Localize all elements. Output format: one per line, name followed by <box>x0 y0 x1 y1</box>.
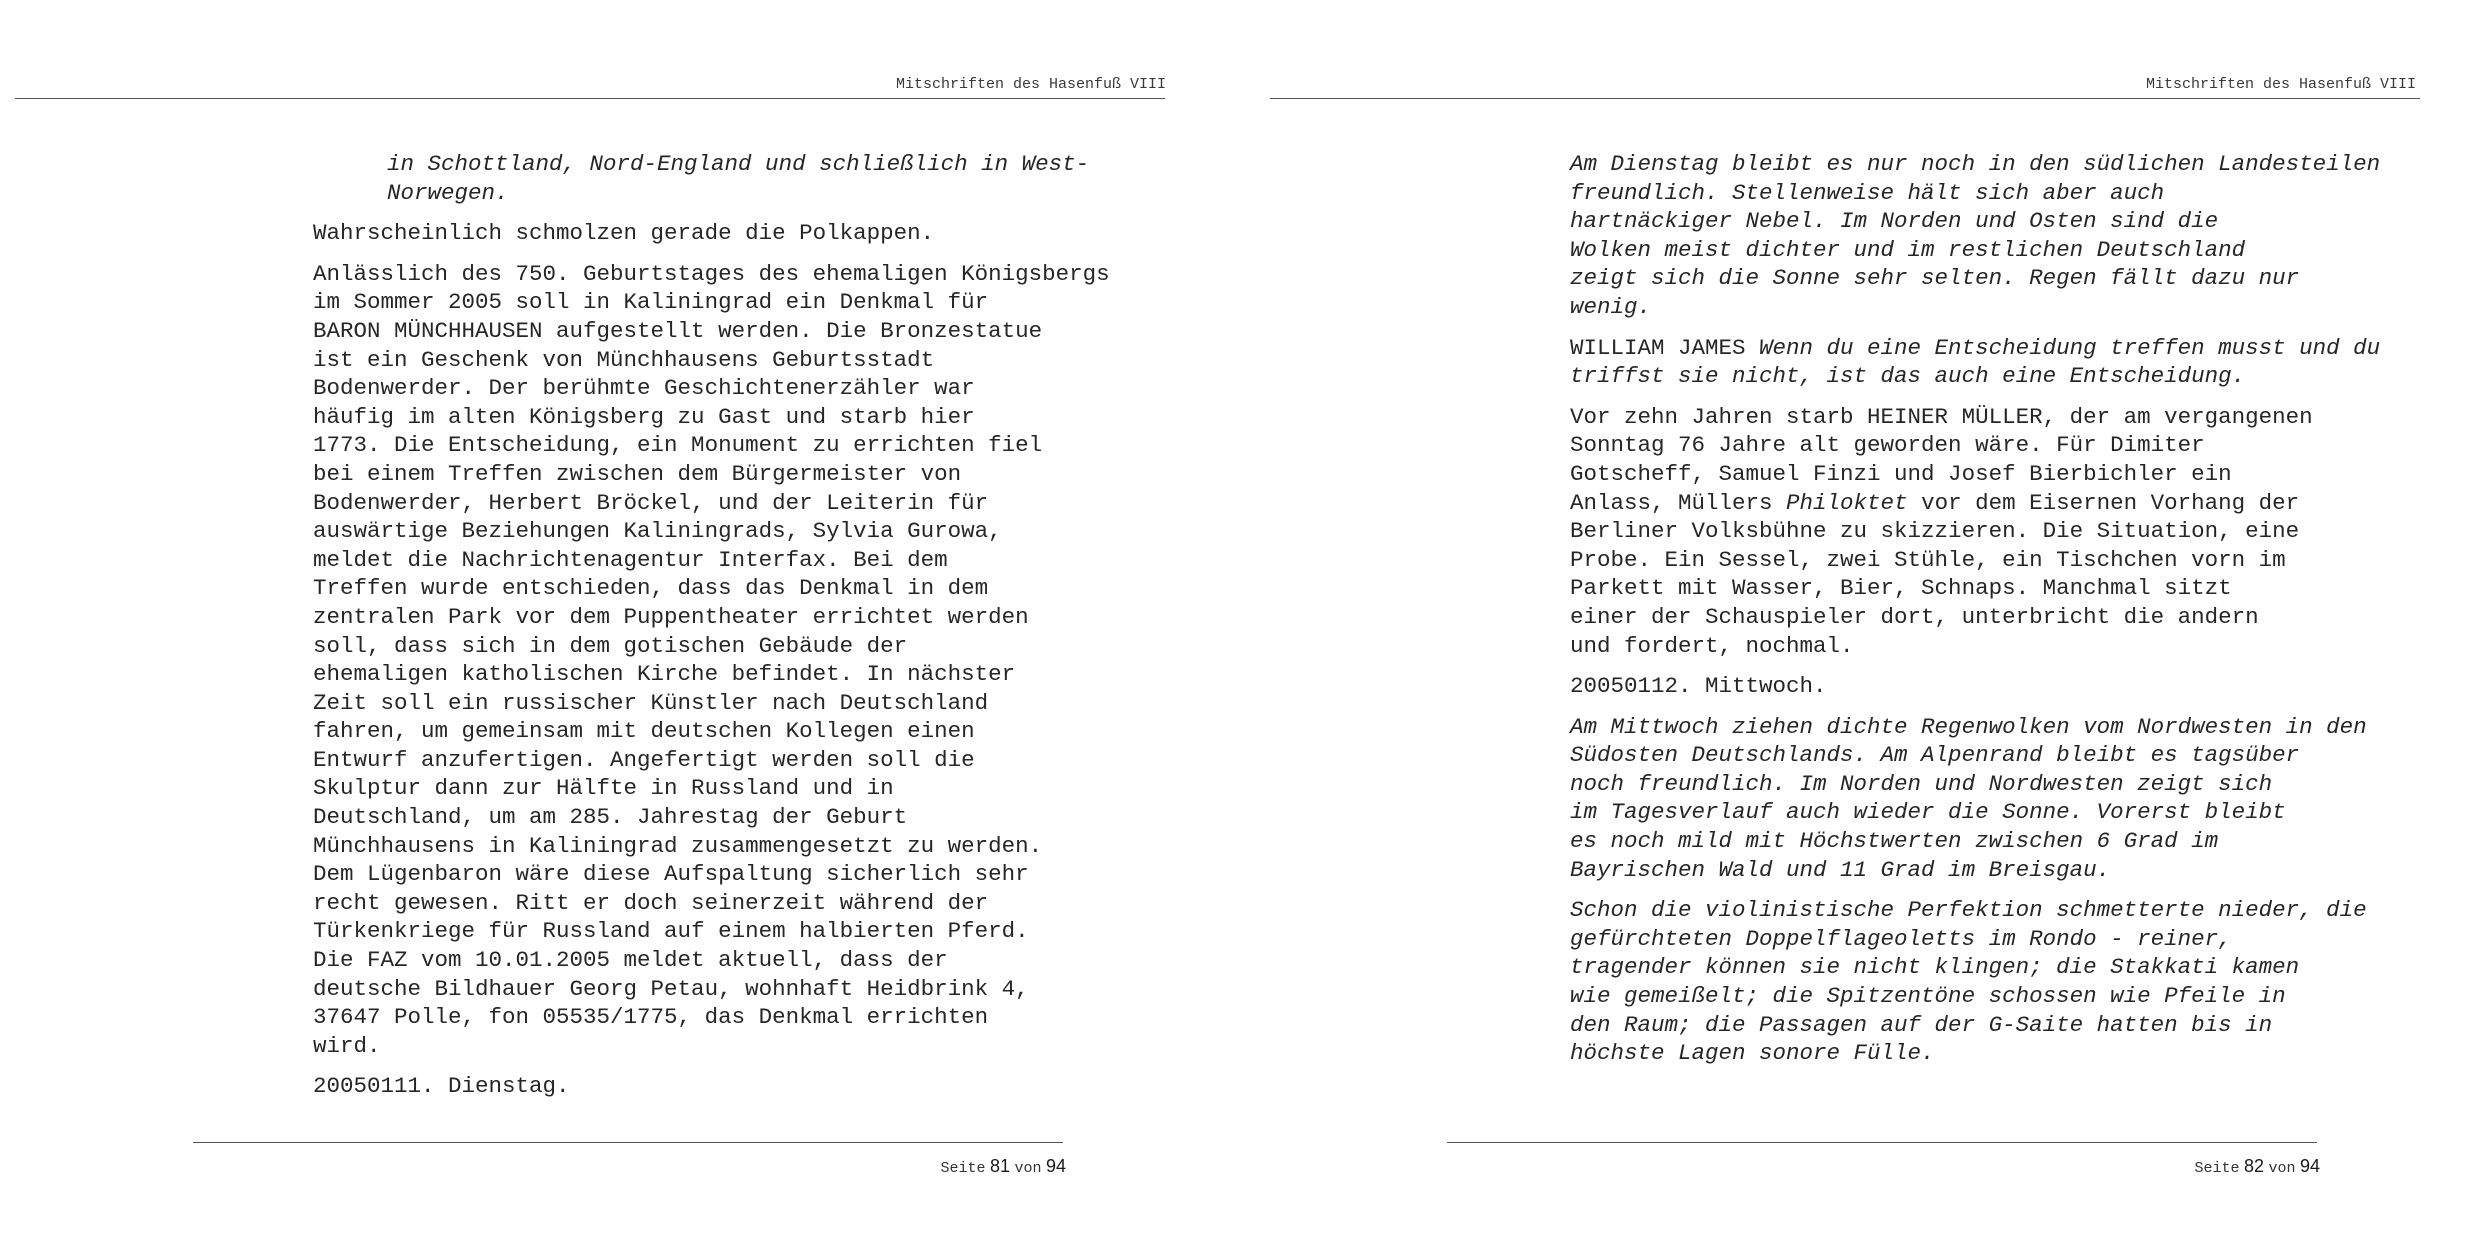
text-line: 1773. Die Entscheidung, ein Monument zu errichten fiel <box>313 432 1043 459</box>
paragraph <box>313 219 1113 248</box>
text-line: Deutschland, um am 285. Jahrestag der Geburt <box>313 804 908 831</box>
text-line: Zeit soll ein russischer Künstler nach Deutschland <box>313 689 989 716</box>
paragraph <box>313 260 1113 1061</box>
text-line: Schon die violinistische Perfektion schmetterte nieder, die <box>1570 897 2367 924</box>
text-line: ehemaligen katholischen Kirche befindet. In nächster <box>313 661 1016 688</box>
text-line: auswärtige Beziehungen Kaliningrads, Sylvia Gurowa, <box>313 518 1002 545</box>
footer-rule <box>193 1142 1063 1143</box>
text-line: Am Mittwoch ziehen dichte Regenwolken vom Nordwesten in den <box>1570 713 2367 740</box>
text-line: Probe. Ein Sessel, zwei Stühle, ein Tischchen vorn im <box>1570 546 2286 573</box>
quote-text: Wenn du eine Entscheidung treffen musst und du <box>1759 334 2381 361</box>
text-line: 37647 Polle, fon 05535/1775, das Denkmal errichten <box>313 1004 989 1031</box>
text-line: Anlass, Müllers Philoktet vor dem Eisernen Vorhang der <box>1570 489 2300 516</box>
paragraph <box>313 150 1113 207</box>
text-line: Norwegen. <box>387 179 509 206</box>
text-line: tragender können sie nicht klingen; die Stakkati kamen <box>1570 954 2300 981</box>
text-line: fahren, um gemeinsam mit deutschen Kollegen einen <box>313 718 975 745</box>
footer-page-number: 82 <box>2244 1156 2265 1176</box>
paragraph <box>1570 403 2370 660</box>
text-line: wird. <box>313 1032 381 1059</box>
text-line: Türkenkriege für Russland auf einem halbierten Pferd. <box>313 918 1029 945</box>
text-line: Anlässlich des 750. Geburtstages des ehemaligen Königsbergs <box>313 260 1110 287</box>
text-line: ist ein Geschenk von Münchhausens Geburtsstadt <box>313 346 935 373</box>
text-line: Südosten Deutschlands. Am Alpenrand bleibt es tagsüber <box>1570 742 2300 769</box>
header-rule <box>1270 98 2420 99</box>
text-line: wie gemeißelt; die Spitzentöne schossen wie Pfeile in <box>1570 983 2286 1010</box>
work-title: Philoktet <box>1786 489 1908 516</box>
paragraph <box>1570 150 2381 322</box>
text-line: Sonntag 76 Jahre alt geworden wäre. Für Dimiter <box>1570 432 2205 459</box>
text-line: Münchhausens in Kaliningrad zusammengesetzt zu werden. <box>313 832 1043 859</box>
text-line: hartnäckiger Nebel. Im Norden und Osten sind die <box>1570 208 2219 235</box>
text-line: BARON MÜNCHHAUSEN aufgestellt werden. Die Bronzestatue <box>313 317 1043 344</box>
page-number-footer <box>2195 1156 2320 1177</box>
text-line: gefürchteten Doppelflageoletts im Rondo - reiner, <box>1570 925 2232 952</box>
text-line: im Sommer 2005 soll in Kaliningrad ein Denkmal für <box>313 289 989 316</box>
running-header: Mitschriften des Hasenfuß VIII <box>895 76 1166 93</box>
footer-seite-label: Seite <box>940 1160 986 1177</box>
text-line: Wolken meist dichter und im restlichen Deutschland <box>1570 236 2246 263</box>
paragraph <box>1570 334 2381 391</box>
footer-total-pages: 94 <box>1045 1156 1066 1176</box>
text-line: Parkett mit Wasser, Bier, Schnaps. Manchmal sitzt <box>1570 575 2232 602</box>
text-line: häufig im alten Königsberg zu Gast und starb hier <box>313 403 975 430</box>
text-line: Am Dienstag bleibt es nur noch in den südlichen Landesteilen <box>1570 151 2381 177</box>
page-body <box>1570 150 2381 1080</box>
paragraph <box>313 1072 1113 1101</box>
text-line: recht gewesen. Ritt er doch seinerzeit während der <box>313 889 989 916</box>
footer-von-label: von <box>1014 1160 1042 1177</box>
footer-seite-label: Seite <box>2194 1160 2240 1177</box>
text-line: noch freundlich. Im Norden und Nordwesten zeigt sich <box>1570 770 2273 797</box>
text-line: Gotscheff, Samuel Finzi und Josef Bierbichler ein <box>1570 460 2232 487</box>
text-line: Bodenwerder, Herbert Bröckel, und der Leiterin für <box>313 489 989 516</box>
text-line: Bodenwerder. Der berühmte Geschichtenerzähler war <box>313 375 975 402</box>
left-page <box>0 0 1230 1240</box>
text-line: in Schottland, Nord-England und schließlich in West- <box>387 151 1090 177</box>
text-line: Dem Lügenbaron wäre diese Aufspaltung sicherlich sehr <box>313 861 1029 888</box>
text-line: einer der Schauspieler dort, unterbricht die andern <box>1570 603 2259 630</box>
right-page <box>1250 0 2480 1240</box>
footer-von-label: von <box>2268 1160 2296 1177</box>
footer-total-pages: 94 <box>2299 1156 2320 1176</box>
text-line: zeigt sich die Sonne sehr selten. Regen fällt dazu nur <box>1570 265 2300 292</box>
text-line: bei einem Treffen zwischen dem Bürgermeister von <box>313 460 962 487</box>
text-line: deutsche Bildhauer Georg Petau, wohnhaft Heidbrink 4, <box>313 975 1029 1002</box>
running-header: Mitschriften des Hasenfuß VIII <box>2145 76 2416 93</box>
lead-name: WILLIAM JAMES <box>1570 334 1760 361</box>
text-line: Die FAZ vom 10.01.2005 meldet aktuell, dass der <box>313 947 948 974</box>
page-body <box>313 150 1113 1113</box>
footer-rule <box>1447 1142 2317 1143</box>
text-line: 20050112. Mittwoch. <box>1570 673 1827 700</box>
header-rule <box>15 98 1165 99</box>
text-line: Bayrischen Wald und 11 Grad im Breisgau. <box>1570 856 2111 883</box>
text-line: es noch mild mit Höchstwerten zwischen 6 Grad im <box>1570 828 2219 855</box>
text-line: im Tagesverlauf auch wieder die Sonne. Vorerst bleibt <box>1570 799 2286 826</box>
text-line: Treffen wurde entschieden, dass das Denkmal in dem <box>313 575 989 602</box>
paragraph <box>1570 896 2370 1068</box>
text-line: Entwurf anzufertigen. Angefertigt werden soll die <box>313 746 975 773</box>
text-line: und fordert, nochmal. <box>1570 632 1854 659</box>
text-line: zentralen Park vor dem Puppentheater errichtet werden <box>313 603 1029 630</box>
paragraph <box>1570 672 2370 701</box>
text-line <box>1570 334 2381 363</box>
page-number-footer <box>941 1156 1066 1177</box>
text-line: meldet die Nachrichtenagentur Interfax. Bei dem <box>313 546 948 573</box>
text-line: 20050111. Dienstag. <box>313 1073 570 1100</box>
text-line: Wahrscheinlich schmolzen gerade die Polkappen. <box>313 220 935 247</box>
text-line: Vor zehn Jahren starb HEINER MÜLLER, der am vergangenen <box>1570 403 2313 430</box>
text-line: triffst sie nicht, ist das auch eine Entscheidung. <box>1570 363 2246 390</box>
text-line: wenig. <box>1570 293 1652 320</box>
text-line: soll, dass sich in dem gotischen Gebäude der <box>313 632 908 659</box>
text-line: höchste Lagen sonore Fülle. <box>1570 1040 1935 1067</box>
text-line: Skulptur dann zur Hälfte in Russland und in <box>313 775 894 802</box>
text-line: Berliner Volksbühne zu skizzieren. Die Situation, eine <box>1570 518 2300 545</box>
text-line: freundlich. Stellenweise hält sich aber auch <box>1570 179 2165 206</box>
text-line: den Raum; die Passagen auf der G-Saite hatten bis in <box>1570 1011 2273 1038</box>
paragraph <box>1570 713 2370 885</box>
footer-page-number: 81 <box>990 1156 1011 1176</box>
